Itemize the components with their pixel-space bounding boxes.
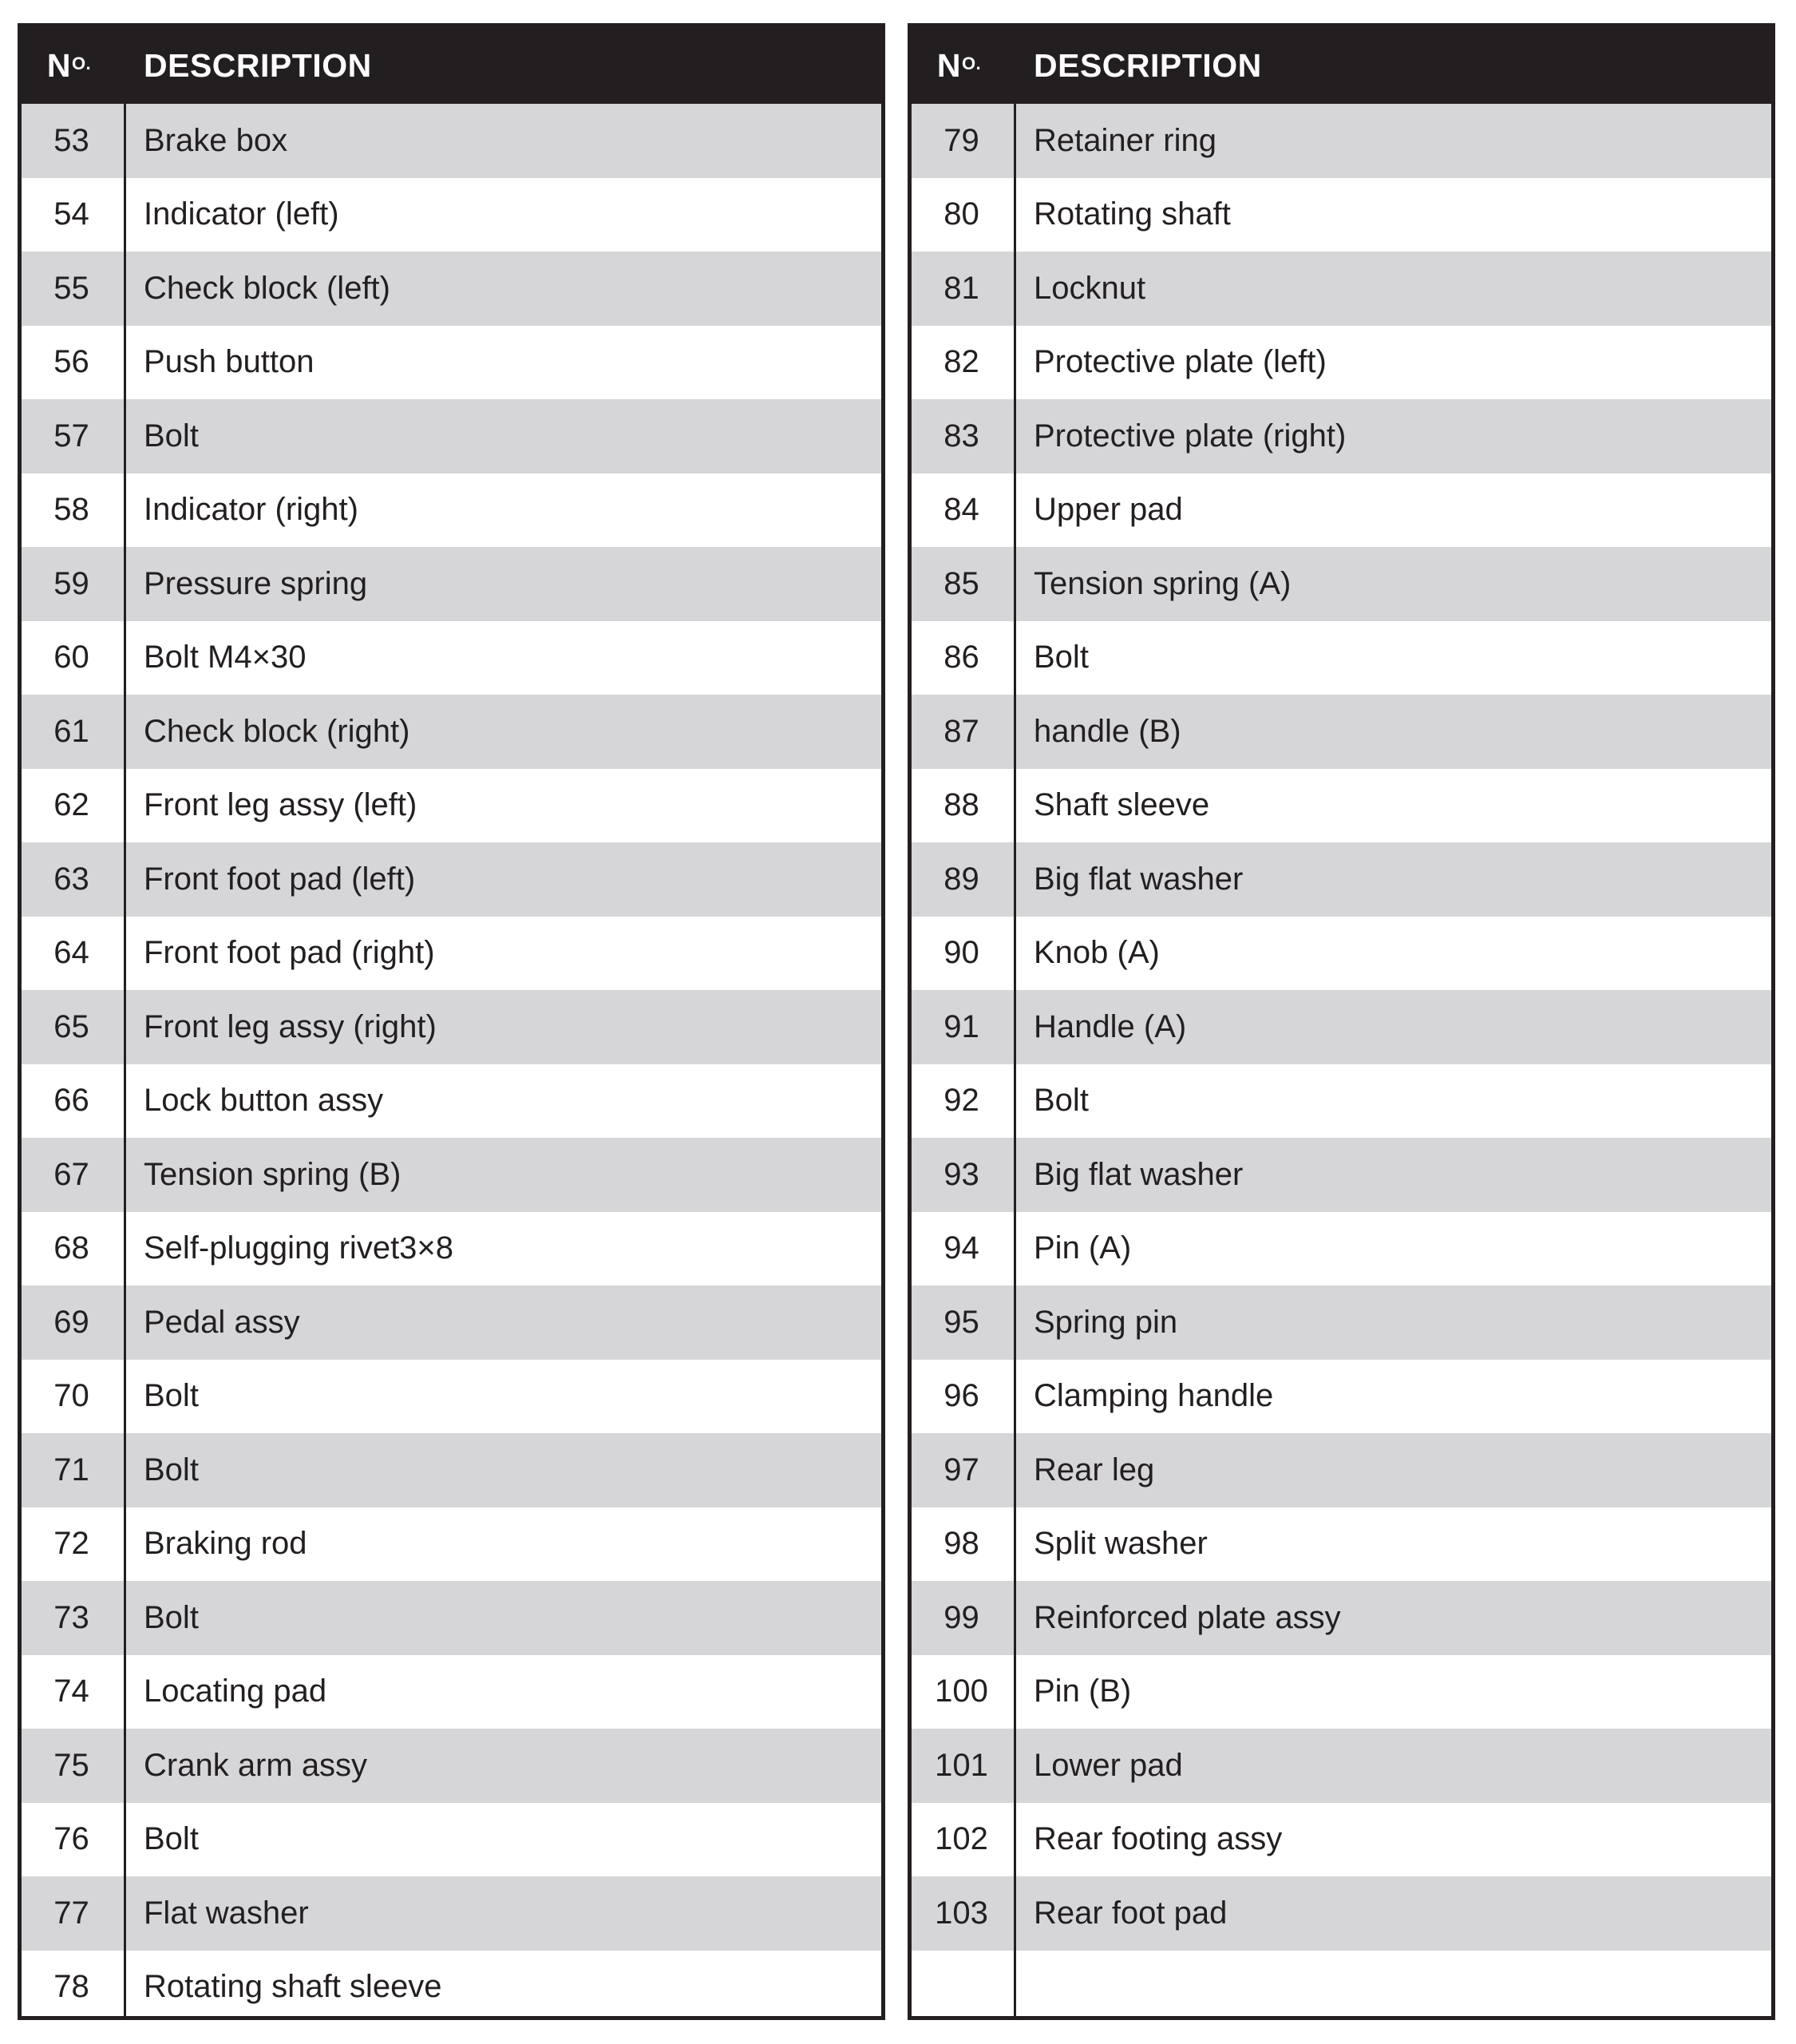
table-row — [912, 695, 1771, 769]
part-number: 88 — [943, 787, 979, 823]
part-number: 78 — [53, 1969, 89, 2005]
part-number: 68 — [53, 1230, 89, 1266]
part-description: Retainer ring — [1034, 122, 1217, 158]
part-number: 67 — [53, 1156, 89, 1192]
table-row — [912, 1655, 1771, 1729]
part-description: Rear leg — [1034, 1452, 1155, 1487]
part-description: Bolt — [1034, 640, 1089, 675]
table-row — [22, 1507, 881, 1582]
part-description: Knob (A) — [1034, 935, 1160, 971]
part-description: Rotating shaft sleeve — [144, 1969, 442, 2005]
part-number: 100 — [935, 1674, 988, 1709]
part-number: 60 — [53, 640, 89, 675]
part-number: 80 — [943, 196, 979, 232]
table-row — [22, 1212, 881, 1286]
part-number: 101 — [935, 1747, 988, 1783]
table-row — [912, 1803, 1771, 1877]
part-description: Check block (right) — [144, 713, 410, 749]
part-description: Spring pin — [1034, 1304, 1178, 1340]
table-row — [22, 1285, 881, 1360]
part-description: Tension spring (B) — [144, 1156, 402, 1192]
part-number: 97 — [943, 1452, 979, 1487]
table-row — [22, 1064, 881, 1139]
table-row — [912, 1433, 1771, 1507]
part-description: Pedal assy — [144, 1304, 300, 1340]
part-number: 87 — [943, 713, 979, 749]
part-number: 55 — [53, 270, 89, 306]
table-row — [912, 917, 1771, 991]
table-row — [22, 1655, 881, 1729]
part-number: 54 — [53, 196, 89, 232]
table-row — [22, 473, 881, 548]
part-description: Bolt — [1034, 1083, 1089, 1119]
part-number: 75 — [53, 1747, 89, 1783]
part-number: 79 — [943, 122, 979, 158]
part-number: 89 — [943, 861, 979, 897]
part-number: 83 — [943, 418, 979, 454]
part-description: Pin (A) — [1034, 1230, 1132, 1266]
part-description: Rear footing assy — [1034, 1821, 1283, 1857]
table-row — [912, 1138, 1771, 1212]
table-row — [22, 547, 881, 621]
part-number: 90 — [943, 935, 979, 971]
part-number: 102 — [935, 1821, 988, 1857]
part-description: Upper pad — [1034, 492, 1183, 528]
column-divider — [1014, 27, 1016, 2016]
part-description: Locknut — [1034, 270, 1146, 306]
table-row — [912, 326, 1771, 400]
part-description: Bolt — [144, 1452, 199, 1487]
part-description: Crank arm assy — [144, 1747, 368, 1783]
part-description: Bolt — [144, 1378, 199, 1414]
table-row — [912, 104, 1771, 178]
table-row — [912, 473, 1771, 548]
header-number-superscript: O. — [71, 53, 92, 73]
part-number: 93 — [943, 1156, 979, 1192]
part-number: 70 — [53, 1378, 89, 1414]
part-number: 98 — [943, 1526, 979, 1562]
part-description: Bolt M4×30 — [144, 640, 307, 675]
part-number: 53 — [53, 122, 89, 158]
table-row — [22, 1433, 881, 1507]
part-description: Tension spring (A) — [1034, 565, 1292, 601]
part-number: 95 — [943, 1304, 979, 1340]
table-row — [912, 547, 1771, 621]
part-number: 58 — [53, 492, 89, 528]
part-description: Brake box — [144, 122, 288, 158]
part-description: Reinforced plate assy — [1034, 1599, 1341, 1635]
header-number — [912, 47, 1016, 85]
table-row — [22, 1581, 881, 1655]
part-description: Indicator (right) — [144, 492, 358, 528]
table-row — [22, 621, 881, 695]
part-description: Pressure spring — [144, 565, 368, 601]
part-number: 76 — [53, 1821, 89, 1857]
header-number — [22, 47, 126, 85]
table-row — [22, 1803, 881, 1877]
part-number: 61 — [53, 713, 89, 749]
part-description: Pin (B) — [1034, 1674, 1132, 1709]
part-description: Braking rod — [144, 1526, 307, 1562]
part-description: Protective plate (left) — [1034, 344, 1327, 380]
part-description: Big flat washer — [1034, 1156, 1244, 1192]
part-number: 84 — [943, 492, 979, 528]
part-description: Indicator (left) — [144, 196, 339, 232]
part-number: 57 — [53, 418, 89, 454]
part-number: 66 — [53, 1083, 89, 1119]
part-number: 59 — [53, 565, 89, 601]
table-row — [912, 842, 1771, 917]
part-number: 94 — [943, 1230, 979, 1266]
table-row — [22, 252, 881, 326]
part-description: Front foot pad (right) — [144, 935, 435, 971]
part-description: Big flat washer — [1034, 861, 1244, 897]
part-number: 73 — [53, 1599, 89, 1635]
table-row — [22, 1138, 881, 1212]
part-description: Front leg assy (right) — [144, 1008, 437, 1044]
part-description: Push button — [144, 344, 314, 380]
table-row — [22, 399, 881, 473]
part-number: 74 — [53, 1674, 89, 1709]
table-header — [912, 27, 1771, 104]
part-description: Flat washer — [144, 1895, 309, 1931]
part-description: Lock button assy — [144, 1083, 384, 1119]
part-description: Bolt — [144, 418, 199, 454]
table-row — [22, 326, 881, 400]
table-row — [22, 990, 881, 1064]
table-row — [22, 1876, 881, 1951]
table-row — [912, 1064, 1771, 1139]
table-row — [912, 1285, 1771, 1360]
part-number: 103 — [935, 1895, 988, 1931]
part-description: Handle (A) — [1034, 1008, 1187, 1044]
header-description: DESCRIPTION — [144, 46, 372, 84]
table-row — [22, 104, 881, 178]
parts-table-left — [18, 23, 885, 2020]
part-number: 62 — [53, 787, 89, 823]
part-description: Rear foot pad — [1034, 1895, 1228, 1931]
table-row — [22, 695, 881, 769]
table-row — [912, 1729, 1771, 1803]
table-row — [912, 1507, 1771, 1582]
header-description: DESCRIPTION — [1034, 46, 1262, 84]
part-description: Locating pad — [144, 1674, 327, 1709]
part-description: Split washer — [1034, 1526, 1208, 1562]
part-description: Bolt — [144, 1599, 199, 1635]
part-number: 81 — [943, 270, 979, 306]
table-row — [912, 1581, 1771, 1655]
table-row — [22, 1360, 881, 1434]
part-number: 71 — [53, 1452, 89, 1487]
table-row — [912, 178, 1771, 252]
part-description: Protective plate (right) — [1034, 418, 1347, 454]
table-row — [22, 1729, 881, 1803]
part-description: Clamping handle — [1034, 1378, 1274, 1414]
table-row — [912, 769, 1771, 843]
table-row — [912, 990, 1771, 1064]
part-number: 92 — [943, 1083, 979, 1119]
part-number: 85 — [943, 565, 979, 601]
part-description: Self-plugging rivet3×8 — [144, 1230, 454, 1266]
header-number-label: N — [936, 46, 961, 84]
part-description: handle (B) — [1034, 713, 1181, 749]
table-row — [22, 917, 881, 991]
part-number: 56 — [53, 344, 89, 380]
part-number: 99 — [943, 1599, 979, 1635]
table-row — [22, 769, 881, 843]
table-row — [912, 621, 1771, 695]
part-description: Rotating shaft — [1034, 196, 1231, 232]
part-number: 69 — [53, 1304, 89, 1340]
part-number: 77 — [53, 1895, 89, 1931]
part-number: 96 — [943, 1378, 979, 1414]
part-description: Front foot pad (left) — [144, 861, 416, 897]
part-number: 72 — [53, 1526, 89, 1562]
table-header — [22, 27, 881, 104]
table-row — [912, 1212, 1771, 1286]
part-description: Check block (left) — [144, 270, 390, 306]
column-divider — [124, 27, 126, 2016]
part-number: 82 — [943, 344, 979, 380]
table-row — [912, 399, 1771, 473]
header-number-superscript: O. — [961, 53, 982, 73]
part-number: 64 — [53, 935, 89, 971]
table-row — [22, 1951, 881, 2021]
header-number-label: N — [46, 46, 71, 84]
part-description: Shaft sleeve — [1034, 787, 1210, 823]
part-number: 65 — [53, 1008, 89, 1044]
part-number: 91 — [943, 1008, 979, 1044]
part-number: 63 — [53, 861, 89, 897]
part-description: Bolt — [144, 1821, 199, 1857]
table-body — [22, 104, 881, 2020]
part-number: 86 — [943, 640, 979, 675]
part-description: Front leg assy (left) — [144, 787, 417, 823]
table-row — [22, 178, 881, 252]
parts-table-right — [908, 23, 1775, 2020]
table-body — [912, 104, 1771, 1951]
table-row — [912, 1360, 1771, 1434]
table-row — [22, 842, 881, 917]
table-row — [912, 1876, 1771, 1951]
table-row — [912, 252, 1771, 326]
part-description: Lower pad — [1034, 1747, 1183, 1783]
